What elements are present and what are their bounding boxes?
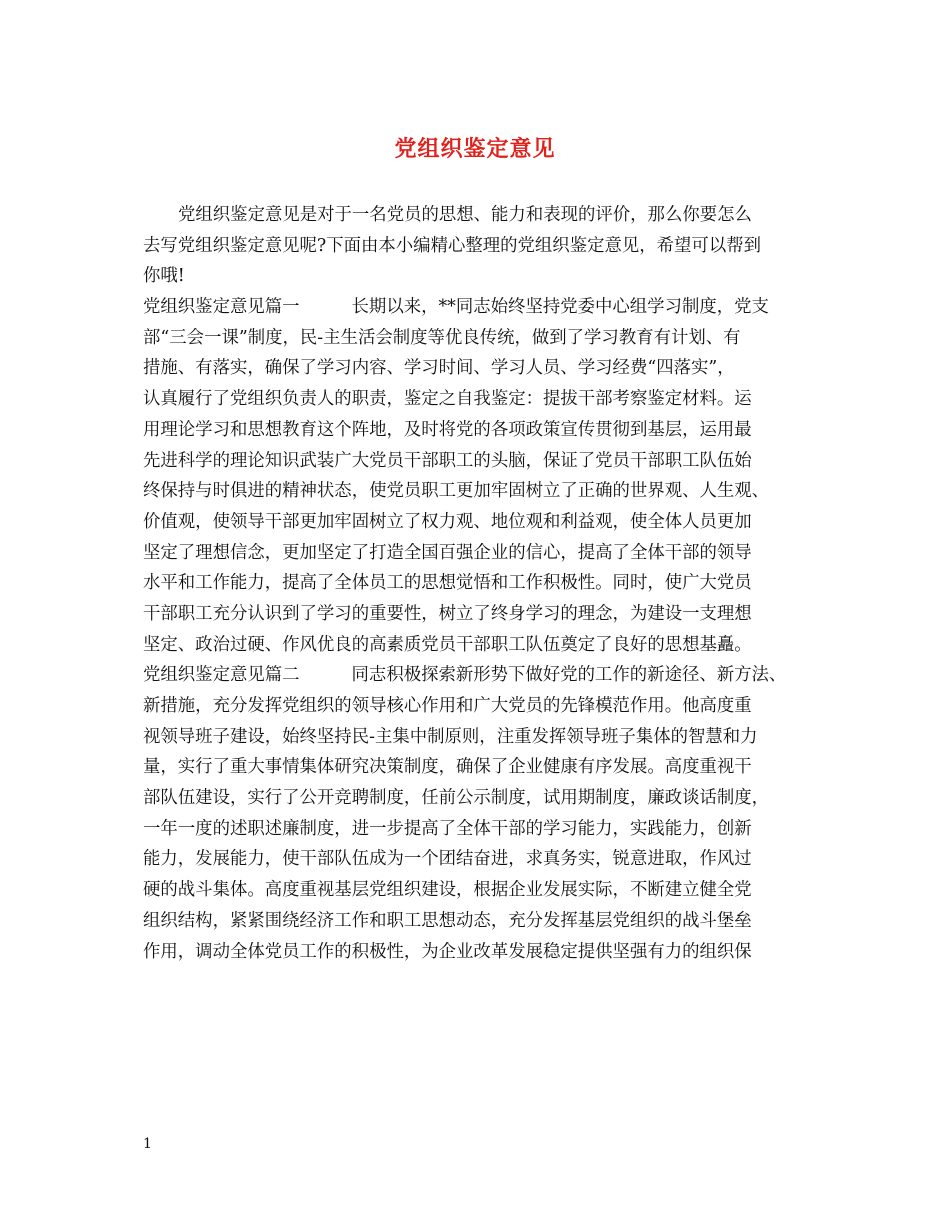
- intro-line: 你哦!: [143, 266, 185, 287]
- section-2-line: 作用，调动全体党员工作的积极性，为企业改革发展稳定提供坚强有力的组织保: [143, 941, 752, 962]
- section-2-heading-line: [143, 660, 833, 691]
- section-1-line: 坚定了理想信念，更加坚定了打造全国百强企业的信心，提高了全体干部的领导: [143, 542, 752, 563]
- section-2-line: 组织结构，紧紧围绕经济工作和职工思想动态，充分发挥基层党组织的战斗堡垒: [143, 910, 752, 931]
- section-2-line: 能力，发展能力，使干部队伍成为一个团结奋进，求真务实，锐意进取，作风过: [143, 849, 752, 870]
- section-2-heading: 党组织鉴定意见篇二: [143, 665, 300, 686]
- page-title: 党组织鉴定意见: [394, 136, 556, 162]
- section-1-line: 水平和工作能力，提高了全体员工的思想觉悟和工作积极性。同时，使广大党员: [143, 573, 752, 594]
- section-1-line: 认真履行了党组织负责人的职责，鉴定之自我鉴定：提拔干部考察鉴定材料。运: [143, 389, 752, 410]
- section-2-line: 硬的战斗集体。高度重视基层党组织建设，根据企业发展实际，不断建立健全党: [143, 880, 752, 901]
- section-2-first-line: 同志积极探索新形势下做好党的工作的新途径、新方法、: [351, 665, 787, 686]
- section-2-line: 部队伍建设，实行了公开竞聘制度，任前公示制度，试用期制度，廉政谈话制度，: [143, 788, 770, 809]
- section-2-line: 一年一度的述职述廉制度，进一步提高了全体干部的学习能力，实践能力，创新: [143, 818, 752, 839]
- intro-line: 党组织鉴定意见是对于一名党员的思想、能力和表现的评价，那么你要怎么: [178, 205, 752, 225]
- page-number: 1: [143, 1136, 152, 1152]
- section-2-line: 新措施，充分发挥党组织的领导核心作用和广大党员的先锋模范作用。他高度重: [143, 696, 752, 716]
- section-1-line: 先进科学的理论知识武装广大党员干部职工的头脑，保证了党员干部职工队伍始: [143, 450, 752, 471]
- section-1-heading-line: [143, 292, 833, 323]
- document-body: [143, 200, 833, 967]
- section-1-heading: 党组织鉴定意见篇一: [143, 297, 300, 318]
- section-1-line: 部“三会一课”制度，民-主生活会制度等优良传统，做到了学习教育有计划、有: [143, 327, 741, 348]
- section-1-line: 坚定、政治过硬、作风优良的高素质党员干部职工队伍奠定了良好的思想基矗。: [143, 634, 752, 655]
- section-1-line: 措施、有落实，确保了学习内容、学习时间、学习人员、学习经费“四落实”，: [143, 358, 735, 379]
- section-2-line: 量，实行了重大事情集体研究决策制度，确保了企业健康有序发展。高度重视干: [143, 757, 752, 778]
- section-1-first-line: 长期以来，**同志始终坚持党委中心组学习制度，党支: [351, 297, 769, 318]
- section-1-line: 干部职工充分认识到了学习的重要性，树立了终身学习的理念，为建设一支理想: [143, 603, 752, 624]
- section-2-line: 视领导班子建设，始终坚持民-主集中制原则，注重发挥领导班子集体的智慧和力: [143, 726, 758, 747]
- section-1-line: 用理论学习和思想教育这个阵地，及时将党的各项政策宣传贯彻到基层，运用最: [143, 419, 752, 440]
- section-1-line: 价值观，使领导干部更加牢固树立了权力观、地位观和利益观，使全体人员更加: [143, 511, 752, 532]
- section-1-line: 终保持与时俱进的精神状态，使党员职工更加牢固树立了正确的世界观、人生观、: [143, 481, 770, 502]
- intro-line: 去写党组织鉴定意见呢?下面由本小编精心整理的党组织鉴定意见，希望可以帮到: [143, 235, 761, 256]
